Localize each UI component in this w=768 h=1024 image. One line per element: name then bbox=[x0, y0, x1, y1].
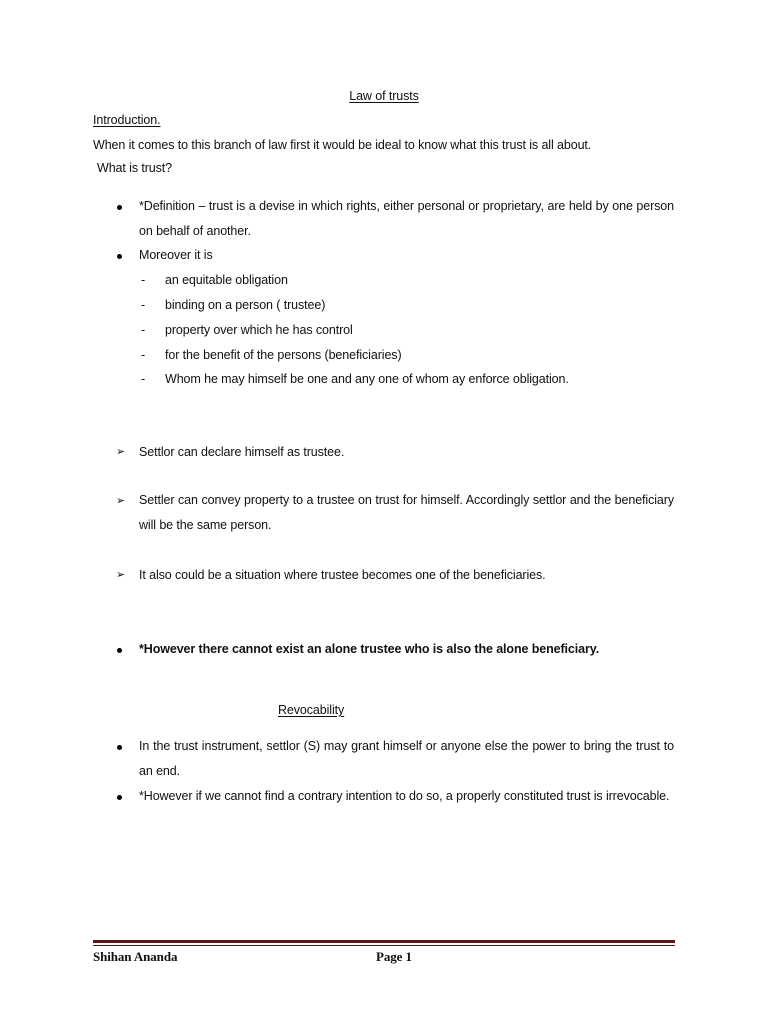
arrow-item: Settler can convey property to a trustee on trust for himself. Accordingly settlor and the beneficiary will be the same person. bbox=[139, 493, 674, 532]
dash-item: property over which he has control bbox=[165, 323, 353, 337]
dash-item: for the benefit of the persons (beneficiaries) bbox=[165, 348, 402, 362]
dash-item: Whom he may himself be one and any one of whom ay enforce obligation. bbox=[165, 372, 569, 386]
what-is-trust-heading: What is trust? bbox=[97, 161, 173, 175]
dash-item: an equitable obligation bbox=[165, 273, 288, 287]
intro-heading: Introduction. bbox=[93, 113, 161, 127]
arrow-bullet-icon: ➢ bbox=[116, 446, 126, 458]
definition-bullet: *Definition – trust is a devise in which rights, either personal or proprietary, are held by one person on behalf of another. bbox=[139, 199, 674, 238]
dash-marker: - bbox=[141, 348, 146, 362]
dash-item: binding on a person ( trustee) bbox=[165, 298, 326, 312]
arrow-item: It also could be a situation where trustee becomes one of the beneficiaries. bbox=[139, 568, 546, 582]
arrow-bullet-icon: ➢ bbox=[116, 495, 126, 507]
footer-page-number: Page 1 bbox=[376, 949, 412, 964]
page-title: Law of trusts bbox=[349, 89, 419, 103]
footer-rule bbox=[93, 945, 675, 946]
footer-author: Shihan Ananda bbox=[93, 949, 178, 964]
bullet-dot bbox=[117, 254, 122, 259]
arrow-item: Settlor can declare himself as trustee. bbox=[139, 445, 345, 459]
revocability-bullet: In the trust instrument, settlor (S) may grant himself or anyone else the power to bring the trust to an end. bbox=[139, 739, 674, 778]
dash-marker: - bbox=[141, 298, 146, 312]
moreover-bullet: Moreover it is bbox=[139, 248, 213, 262]
dash-marker: - bbox=[141, 273, 146, 287]
footer-rule bbox=[93, 940, 675, 943]
dash-marker: - bbox=[141, 372, 146, 386]
bullet-dot bbox=[117, 205, 122, 210]
however-bullet: *However there cannot exist an alone trustee who is also the alone beneficiary. bbox=[139, 642, 600, 656]
arrow-bullet-icon: ➢ bbox=[116, 569, 126, 581]
intro-text: When it comes to this branch of law first it would be ideal to know what this trust is all about. bbox=[93, 138, 592, 152]
bullet-dot bbox=[117, 795, 122, 800]
revocability-bullet: *However if we cannot find a contrary intention to do so, a properly constituted trust is irrevocable. bbox=[139, 789, 670, 803]
dash-marker: - bbox=[141, 323, 146, 337]
bullet-dot bbox=[117, 745, 122, 750]
bullet-dot bbox=[117, 648, 122, 653]
revocability-heading: Revocability bbox=[278, 703, 345, 717]
